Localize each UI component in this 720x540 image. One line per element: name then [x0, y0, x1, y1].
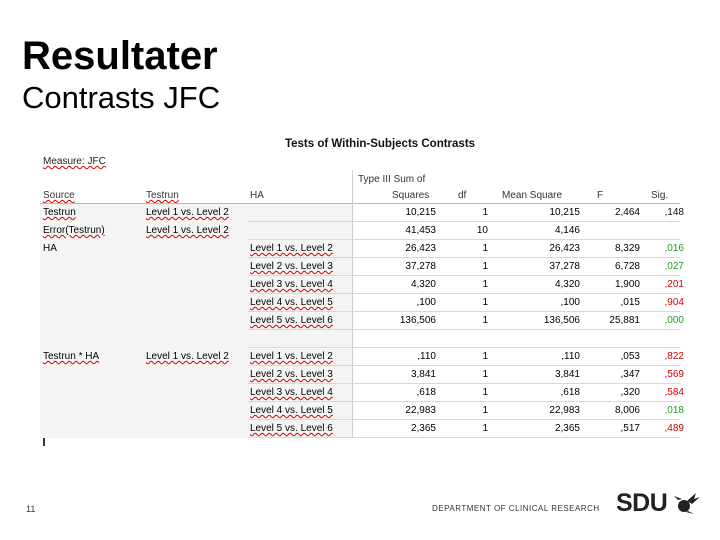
department-label: DEPARTMENT OF CLINICAL RESEARCH: [432, 504, 600, 513]
cell-sig: ,027: [664, 261, 684, 272]
cell-mean-square: ,110: [561, 351, 580, 362]
cell-mean-square: ,618: [560, 387, 580, 398]
header-sig: Sig.: [651, 190, 669, 201]
table-row: [40, 222, 680, 240]
cell-mean-square: 3,841: [554, 369, 580, 380]
cell-f: ,320: [620, 387, 640, 398]
cell-mean-square: [492, 330, 580, 348]
cell-testrun: Level 1 vs. Level 2: [146, 351, 229, 362]
cell-sum-of-squares: 22,983: [405, 405, 436, 416]
cell-sig: [644, 222, 684, 240]
cell-ha: [250, 222, 350, 240]
cell-f: [584, 330, 640, 348]
cell-ha: Level 1 vs. Level 2: [250, 243, 333, 254]
cell-f: 1,900: [614, 279, 640, 290]
cell-sum-of-squares: [356, 330, 436, 348]
slide-subtitle: Contrasts JFC: [22, 80, 221, 115]
cell-mean-square: 4,146: [554, 225, 580, 236]
slide-title: Resultater: [22, 34, 218, 78]
spss-output-table: [40, 134, 684, 444]
cell-df: [442, 330, 488, 348]
cell-source: [43, 402, 143, 420]
cell-df: 1: [482, 315, 488, 326]
cell-mean-square: 2,365: [554, 423, 580, 434]
cell-sig: [644, 330, 684, 348]
header-source: Source: [43, 190, 75, 201]
cell-df: 1: [482, 207, 488, 218]
cell-sum-of-squares: 2,365: [410, 423, 436, 434]
row-divider: [248, 437, 680, 438]
cell-sig: ,000: [664, 315, 684, 326]
table-row: [40, 348, 684, 366]
cell-source: Testrun * HA: [43, 351, 100, 362]
cell-source: Error(Testrun): [43, 225, 105, 236]
cell-ha: Level 5 vs. Level 6: [250, 315, 333, 326]
cell-source: [43, 330, 143, 348]
cell-mean-square: 22,983: [549, 405, 580, 416]
table-row: [40, 276, 684, 294]
cell-ha: Level 1 vs. Level 2: [250, 351, 333, 362]
cell-source: [43, 312, 143, 330]
header-ss-line1: Type III Sum of: [358, 174, 426, 185]
table-row: [40, 402, 684, 420]
cell-ha: Level 2 vs. Level 3: [250, 261, 333, 272]
cell-sum-of-squares: 10,215: [405, 207, 436, 218]
cell-testrun: [146, 312, 246, 330]
cell-df: 1: [482, 279, 488, 290]
cell-df: 1: [482, 423, 488, 434]
logo-text: SDU: [616, 489, 668, 517]
cell-f: ,015: [620, 297, 640, 308]
text-cursor: [43, 438, 45, 446]
cell-testrun: [146, 330, 246, 348]
cell-source: [43, 258, 143, 276]
table-header: [40, 170, 680, 204]
cell-ha: Level 3 vs. Level 4: [250, 387, 333, 398]
table-row: [40, 240, 684, 258]
cell-testrun: [146, 420, 246, 438]
cell-ha: [250, 204, 350, 222]
cell-sum-of-squares: ,100: [416, 297, 436, 308]
table-row: [40, 204, 684, 222]
cell-sum-of-squares: 26,423: [405, 243, 436, 254]
cell-ha: Level 3 vs. Level 4: [250, 279, 333, 290]
sdu-logo: [616, 487, 700, 521]
cell-testrun: [146, 294, 246, 312]
cell-f: ,517: [620, 423, 640, 434]
cell-mean-square: 10,215: [549, 207, 580, 218]
header-df: df: [458, 190, 467, 201]
cell-source: [43, 294, 143, 312]
cell-testrun: Level 1 vs. Level 2: [146, 207, 229, 218]
cell-source: [43, 366, 143, 384]
cell-sig: ,018: [664, 405, 684, 416]
header-mean-square: Mean Square: [502, 190, 563, 201]
table-row: [40, 330, 680, 348]
cell-sum-of-squares: 37,278: [405, 261, 436, 272]
cell-source: Testrun: [43, 207, 76, 218]
cell-source: [43, 276, 143, 294]
cell-testrun: [146, 366, 246, 384]
cell-sig: ,904: [664, 297, 684, 308]
cell-df: 1: [482, 351, 488, 362]
cell-mean-square: 26,423: [549, 243, 580, 254]
header-testrun: Testrun: [146, 190, 179, 201]
cell-sig: ,016: [664, 243, 684, 254]
cell-testrun: [146, 258, 246, 276]
table-row: [40, 258, 684, 276]
cell-df: 1: [482, 261, 488, 272]
cell-df: 1: [482, 387, 488, 398]
table-title: Tests of Within-Subjects Contrasts: [284, 138, 476, 150]
table-row: [40, 384, 684, 402]
cell-sum-of-squares: 4,320: [410, 279, 436, 290]
cell-mean-square: ,100: [560, 297, 580, 308]
cell-source: [43, 420, 143, 438]
cell-testrun: [146, 276, 246, 294]
cell-testrun: Level 1 vs. Level 2: [146, 225, 229, 236]
cell-ha: [250, 330, 350, 348]
cell-sig: ,822: [664, 351, 684, 362]
logo-bird-icon: [674, 491, 700, 515]
cell-testrun: [146, 384, 246, 402]
cell-df: 1: [482, 243, 488, 254]
cell-f: 8,006: [614, 405, 640, 416]
cell-f: ,347: [620, 369, 640, 380]
cell-sum-of-squares: 136,506: [399, 315, 436, 326]
cell-f: 6,728: [614, 261, 640, 272]
table-row: [40, 312, 684, 330]
cell-sig: ,201: [664, 279, 684, 290]
header-f: F: [597, 190, 604, 201]
cell-df: 1: [482, 405, 488, 416]
cell-sum-of-squares: 41,453: [405, 225, 436, 236]
cell-sig: ,148: [664, 207, 684, 218]
cell-ha: Level 4 vs. Level 5: [250, 297, 333, 308]
cell-sum-of-squares: ,110: [417, 351, 436, 362]
measure-label: Measure: JFC: [43, 156, 106, 167]
cell-mean-square: 37,278: [549, 261, 580, 272]
cell-source: [43, 384, 143, 402]
table-row: [40, 366, 684, 384]
cell-f: ,053: [620, 351, 640, 362]
cell-mean-square: 4,320: [554, 279, 580, 290]
cell-ha: Level 5 vs. Level 6: [250, 423, 333, 434]
cell-df: 10: [476, 225, 488, 236]
table-row: [40, 420, 684, 438]
cell-sum-of-squares: ,618: [416, 387, 436, 398]
cell-testrun: [146, 402, 246, 420]
cell-sig: ,584: [664, 387, 684, 398]
header-ss-line2: Squares: [392, 190, 430, 201]
header-ha: HA: [250, 190, 264, 201]
cell-ha: Level 2 vs. Level 3: [250, 369, 333, 380]
cell-mean-square: 136,506: [543, 315, 580, 326]
cell-sig: ,569: [664, 369, 684, 380]
cell-f: 2,464: [614, 207, 640, 218]
table-row: [40, 294, 684, 312]
cell-df: 1: [482, 369, 488, 380]
cell-sig: ,489: [664, 423, 684, 434]
cell-sum-of-squares: 3,841: [410, 369, 436, 380]
cell-testrun: [146, 240, 246, 258]
cell-ha: Level 4 vs. Level 5: [250, 405, 333, 416]
cell-f: [584, 222, 640, 240]
page-number: 11: [26, 504, 36, 514]
cell-f: 8,329: [614, 243, 640, 254]
cell-source: HA: [43, 243, 57, 254]
cell-f: 25,881: [609, 315, 640, 326]
cell-df: 1: [482, 297, 488, 308]
